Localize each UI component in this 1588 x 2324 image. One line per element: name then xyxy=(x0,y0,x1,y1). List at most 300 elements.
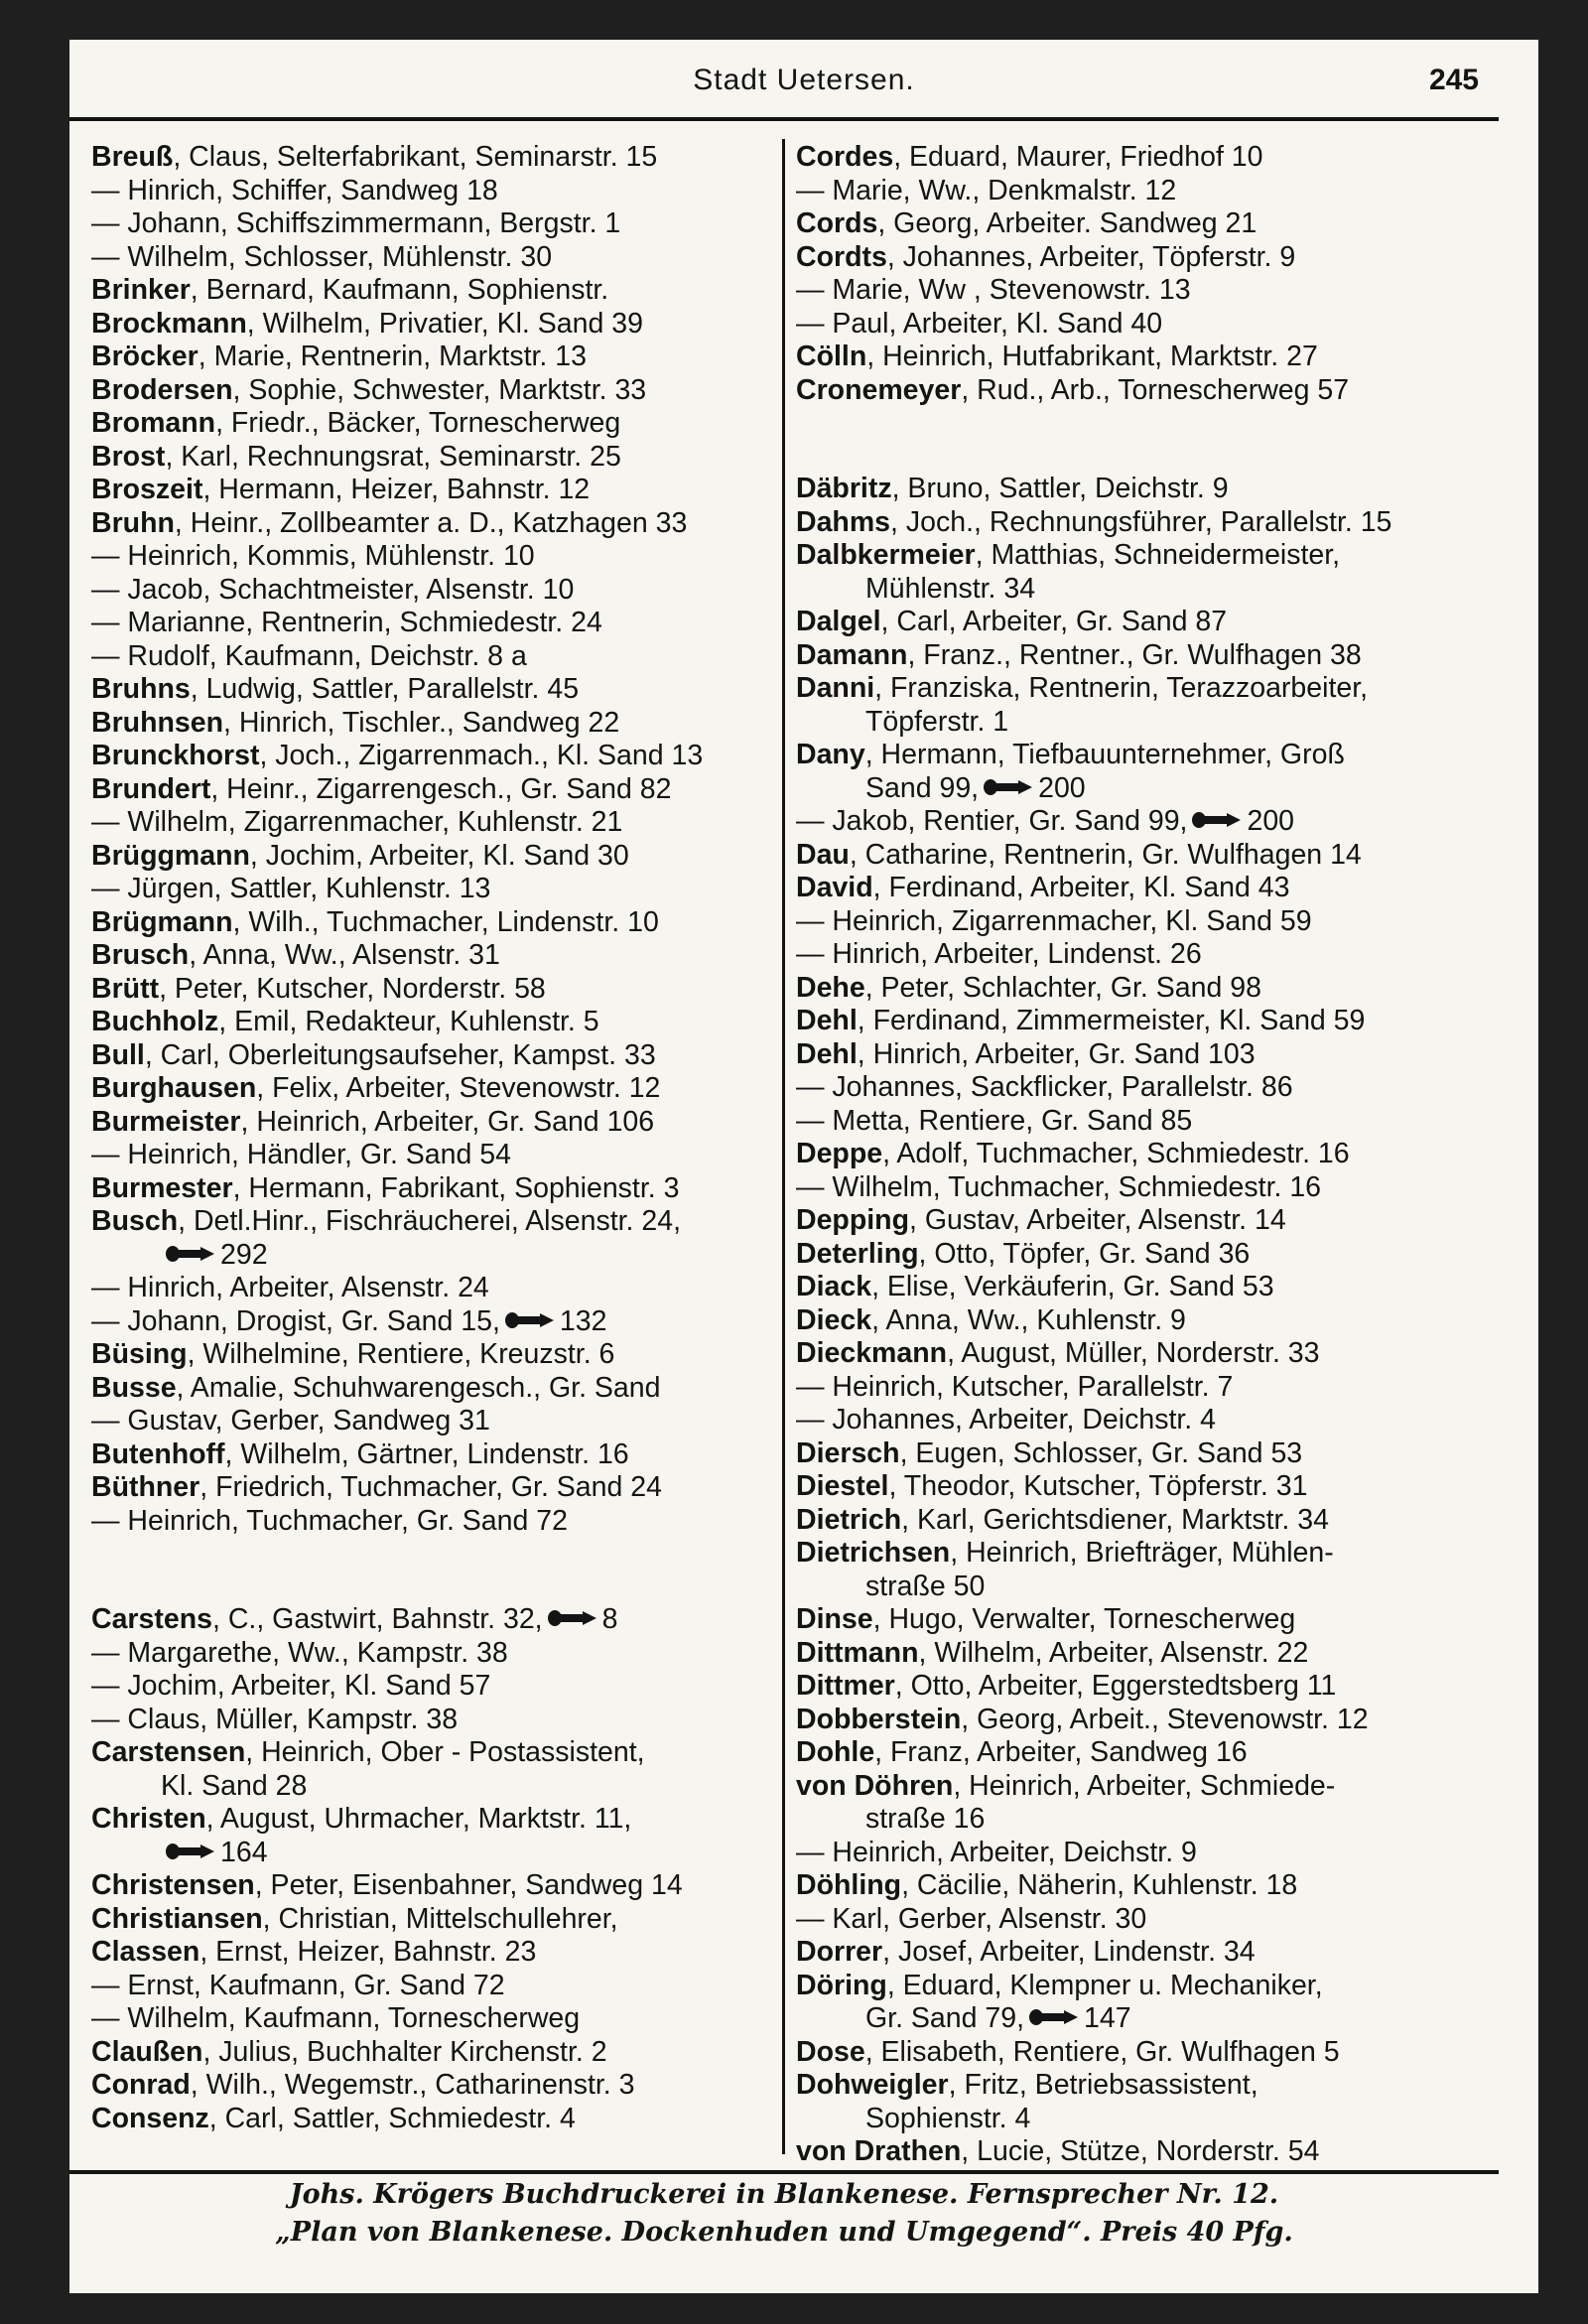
directory-entry xyxy=(796,1637,1481,1671)
directory-entry xyxy=(91,1006,776,1039)
entry-surname: Dany xyxy=(796,739,865,770)
directory-entry xyxy=(91,1305,776,1339)
directory-entry xyxy=(796,1171,1481,1205)
entry-details: — Jochim, Arbeiter, Kl. Sand 57 xyxy=(91,1670,491,1702)
telephone-handset-icon xyxy=(165,1843,216,1860)
entry-details: — Paul, Arbeiter, Kl. Sand 40 xyxy=(796,307,1163,340)
directory-entry xyxy=(91,407,776,441)
entry-surname: Busch xyxy=(91,1205,179,1237)
directory-entry xyxy=(796,308,1481,342)
directory-entry xyxy=(796,1105,1481,1139)
entry-surname: Busse xyxy=(91,1371,177,1404)
entry-details: , Peter, Schlachter, Gr. Sand 98 xyxy=(864,971,1261,1004)
entry-details: , Eugen, Schlosser, Gr. Sand 53 xyxy=(899,1436,1303,1469)
directory-entry xyxy=(91,507,776,541)
entry-details: , Heinr., Zigarrengesch., Gr. Sand 82 xyxy=(210,772,672,805)
entry-surname: Bruhn xyxy=(91,506,175,539)
entry-details: , C., Gastwirt, Bahnstr. 32, xyxy=(211,1603,543,1635)
entry-surname: Dorrer xyxy=(796,1936,883,1968)
entry-surname: Bruhnsen xyxy=(91,706,224,739)
directory-entry xyxy=(796,1571,1481,1604)
entry-surname: Brügmann xyxy=(91,905,233,938)
entry-surname: Bröcker xyxy=(91,341,198,372)
entry-surname: Buchholz xyxy=(91,1006,219,1037)
directory-entry xyxy=(796,141,1481,175)
entry-details: — Claus, Müller, Kampstr. 38 xyxy=(91,1703,459,1735)
directory-entry xyxy=(91,2069,776,2103)
entry-details: — Heinrich, Kommis, Mühlenstr. 10 xyxy=(91,540,535,572)
entry-details: Mühlenstr. 34 xyxy=(865,572,1036,605)
directory-entry xyxy=(796,1603,1481,1637)
entry-details: , Jochim, Arbeiter, Kl. Sand 30 xyxy=(249,839,629,872)
entry-details: Gr. Sand 79, xyxy=(865,2002,1025,2034)
page-number: 245 xyxy=(1428,64,1479,96)
entry-details: — Jakob, Rentier, Gr. Sand 99, xyxy=(796,805,1188,837)
entry-details: , Gustav, Arbeiter, Alsenstr. 14 xyxy=(909,1204,1286,1236)
directory-entry xyxy=(796,2069,1481,2103)
right-column xyxy=(796,141,1481,2169)
directory-entry xyxy=(796,2036,1481,2070)
directory-entry xyxy=(796,1670,1481,1704)
entry-surname: Damann xyxy=(796,638,908,671)
directory-entry xyxy=(91,574,776,608)
telephone-number: 8 xyxy=(601,1603,618,1635)
entry-surname: Cordts xyxy=(796,240,887,273)
directory-entry xyxy=(91,707,776,741)
page-title: Stadt Uetersen. xyxy=(693,64,915,96)
directory-entry xyxy=(796,972,1481,1006)
entry-surname: Deppe xyxy=(796,1138,883,1169)
directory-entry xyxy=(91,607,776,640)
directory-entry xyxy=(91,207,776,241)
entry-details: , Rud., Arb., Tornescherweg 57 xyxy=(961,373,1350,406)
column-divider xyxy=(782,139,785,2154)
entry-details: , Karl, Gerichtsdiener, Marktstr. 34 xyxy=(901,1503,1329,1536)
entry-details: Töpferstr. 1 xyxy=(865,705,1009,738)
entry-details: — Jürgen, Sattler, Kuhlenstr. 13 xyxy=(91,873,491,904)
directory-entry xyxy=(796,739,1481,772)
directory-entry xyxy=(796,1770,1481,1804)
entry-details: , Detl.Hinr., Fischräucherei, Alsenstr. 24, xyxy=(178,1205,681,1237)
entry-details: , Peter, Eisenbahner, Sandweg 14 xyxy=(254,1869,683,1901)
entry-details: , Joch., Zigarrenmach., Kl. Sand 13 xyxy=(259,740,704,771)
entry-details: — Wilhelm, Tuchmacher, Schmiedestr. 16 xyxy=(796,1170,1322,1203)
entry-surname: Cölln xyxy=(796,341,867,372)
directory-entry xyxy=(91,840,776,874)
entry-surname: Döring xyxy=(796,1969,887,2001)
entry-details: , Anna, Ww., Kuhlenstr. 9 xyxy=(871,1303,1186,1336)
entry-details: , Ferdinand, Zimmermeister, Kl. Sand 59 xyxy=(857,1005,1366,1036)
entry-details: , Peter, Kutscher, Norderstr. 58 xyxy=(159,972,546,1005)
entry-details: , Marie, Rentnerin, Marktstr. 13 xyxy=(198,341,587,372)
entry-details: — Johann, Schiffszimmermann, Bergstr. 1 xyxy=(91,207,621,239)
directory-entry xyxy=(796,1970,1481,2003)
directory-entry xyxy=(796,672,1481,706)
directory-entry xyxy=(91,1405,776,1438)
directory-entry xyxy=(91,241,776,275)
entry-surname: Claußen xyxy=(91,2035,203,2068)
entry-surname: Dose xyxy=(796,2035,865,2068)
directory-entry xyxy=(796,938,1481,972)
entry-surname: Diestel xyxy=(796,1470,889,1502)
directory-entry xyxy=(796,1704,1481,1737)
directory-entry xyxy=(91,1039,776,1073)
entry-details: , Bernard, Kaufmann, Sophienstr. xyxy=(190,274,609,306)
entry-surname: Dobberstein xyxy=(796,1703,962,1735)
entry-details: , Karl, Rechnungsrat, Seminarstr. 25 xyxy=(165,440,621,473)
telephone-number: 132 xyxy=(559,1304,607,1337)
entry-surname: Dehe xyxy=(796,971,865,1004)
entry-surname: Breuß xyxy=(91,141,174,173)
entry-details: — Wilhelm, Schlosser, Mühlenstr. 30 xyxy=(91,240,553,273)
entry-details: — Wilhelm, Zigarrenmacher, Kuhlenstr. 21 xyxy=(91,806,623,838)
telephone-handset-icon xyxy=(547,1609,598,1627)
entry-surname: Dietrich xyxy=(796,1503,902,1536)
entry-surname: Carstensen xyxy=(91,1736,246,1768)
telephone-handset-icon xyxy=(1028,2008,1080,2026)
directory-entry xyxy=(91,2103,776,2136)
entry-surname: Büthner xyxy=(91,1471,200,1503)
directory-entry xyxy=(91,141,776,175)
entry-surname: Christiansen xyxy=(91,1902,263,1935)
entry-details: — Heinrich, Händler, Gr. Sand 54 xyxy=(91,1139,511,1170)
directory-entry xyxy=(796,2103,1481,2136)
directory-entry xyxy=(91,1205,776,1239)
directory-entry xyxy=(91,1903,776,1937)
entry-details: 292 xyxy=(220,1238,268,1271)
telephone-number: 147 xyxy=(1084,2002,1131,2034)
directory-entry xyxy=(91,1471,776,1505)
directory-entry xyxy=(91,1770,776,1804)
directory-entry xyxy=(91,1239,776,1273)
left-column xyxy=(91,141,776,2135)
directory-entry xyxy=(91,1637,776,1671)
entry-details: , Christian, Mittelschullehrer, xyxy=(262,1902,618,1935)
directory-entry xyxy=(91,1803,776,1837)
entry-details: , Heinr., Zollbeamter a. D., Katzhagen 33 xyxy=(174,506,688,539)
entry-surname: Dohweigler xyxy=(796,2069,949,2101)
entry-details: straße 16 xyxy=(865,1803,986,1835)
entry-surname: Classen xyxy=(91,1936,200,1968)
entry-surname: David xyxy=(796,872,873,903)
entry-surname: Diack xyxy=(796,1271,872,1302)
directory-entry xyxy=(796,1869,1481,1903)
header-rule xyxy=(69,117,1499,121)
directory-entry xyxy=(91,1603,776,1637)
directory-entry xyxy=(796,1371,1481,1405)
directory-entry xyxy=(796,872,1481,905)
directory-entry xyxy=(91,1139,776,1172)
entry-details: — Marie, Ww., Denkmalstr. 12 xyxy=(796,174,1177,206)
entry-details: Sophienstr. 4 xyxy=(865,2102,1031,2134)
entry-surname: Dahms xyxy=(796,505,891,538)
entry-details: , Bruno, Sattler, Deichstr. 9 xyxy=(891,473,1229,504)
directory-entry xyxy=(796,506,1481,540)
entry-surname: Danni xyxy=(796,672,875,704)
entry-surname: Dohle xyxy=(796,1736,875,1768)
entry-surname: Cronemeyer xyxy=(796,373,962,406)
entry-details: , Eduard, Klempner u. Mechaniker, xyxy=(886,1969,1323,2001)
entry-details: , Matthias, Schneidermeister, xyxy=(975,539,1341,571)
entry-surname: Dittmann xyxy=(796,1636,919,1669)
entry-details: , Josef, Arbeiter, Lindenstr. 34 xyxy=(882,1936,1256,1968)
entry-details: straße 50 xyxy=(865,1570,986,1602)
entry-surname: Christen xyxy=(91,1803,206,1835)
entry-details: — Johannes, Sackflicker, Parallelstr. 86 xyxy=(796,1071,1293,1103)
entry-details: — Heinrich, Tuchmacher, Gr. Sand 72 xyxy=(91,1504,568,1537)
directory-entry xyxy=(91,773,776,807)
entry-details: — Marianne, Rentnerin, Schmiedestr. 24 xyxy=(91,607,602,638)
entry-details: — Hinrich, Arbeiter, Alsenstr. 24 xyxy=(91,1272,489,1303)
directory-entry xyxy=(91,640,776,674)
entry-details: , Hinrich, Arbeiter, Gr. Sand 103 xyxy=(857,1037,1256,1070)
directory-entry xyxy=(91,374,776,408)
entry-details: , Elisabeth, Rentiere, Gr. Wulfhagen 5 xyxy=(864,2035,1340,2068)
entry-surname: Dinse xyxy=(796,1603,873,1635)
entry-surname: Broszeit xyxy=(91,474,203,505)
entry-details: , Sophie, Schwester, Marktstr. 33 xyxy=(232,373,647,406)
footer-line-2: „Plan von Blankenese. Dockenhuden und Umgegend“. Preis 40 Pfg. xyxy=(275,2217,1293,2248)
directory-entry xyxy=(796,606,1481,639)
directory-entry xyxy=(91,308,776,342)
directory-entry xyxy=(91,740,776,773)
entry-details: , Hermann, Fabrikant, Sophienstr. 3 xyxy=(232,1171,680,1204)
entry-surname: Dietrichsen xyxy=(796,1537,951,1569)
entry-surname: Dalbkermeier xyxy=(796,539,976,571)
entry-details: , Hugo, Verwalter, Tornescherweg xyxy=(872,1603,1296,1635)
directory-entry xyxy=(796,1005,1481,1038)
entry-details: , Franziska, Rentnerin, Terazzoarbeiter, xyxy=(874,672,1369,704)
entry-details: — Jacob, Schachtmeister, Alsenstr. 10 xyxy=(91,573,575,606)
entry-details: , Heinrich, Arbeiter, Schmiede- xyxy=(953,1769,1336,1802)
directory-entry xyxy=(91,1438,776,1472)
directory-entry xyxy=(91,1936,776,1970)
telephone-handset-icon xyxy=(504,1311,556,1329)
footer-rule xyxy=(69,2170,1499,2174)
directory-entry xyxy=(91,1272,776,1305)
page-header xyxy=(69,64,1538,113)
directory-entry xyxy=(796,1504,1481,1538)
directory-entry xyxy=(796,1071,1481,1105)
entry-details: — Heinrich, Kutscher, Parallelstr. 7 xyxy=(796,1370,1234,1403)
entry-surname: Brütt xyxy=(91,972,160,1005)
entry-surname: Diersch xyxy=(796,1436,900,1469)
directory-entry xyxy=(91,2036,776,2070)
entry-details: , Heinrich, Arbeiter, Gr. Sand 106 xyxy=(240,1105,655,1138)
entry-surname: Carstens xyxy=(91,1603,212,1635)
entry-details: , Wilhelm, Privatier, Kl. Sand 39 xyxy=(246,307,643,340)
entry-surname: Burmeister xyxy=(91,1105,241,1138)
entry-surname: Dieckmann xyxy=(796,1337,948,1369)
directory-entry xyxy=(796,905,1481,939)
entry-details: , Franz, Arbeiter, Sandweg 16 xyxy=(874,1736,1248,1768)
entry-details: , Ludwig, Sattler, Parallelstr. 45 xyxy=(190,673,580,705)
entry-details: , Otto, Töpfer, Gr. Sand 36 xyxy=(918,1237,1251,1270)
entry-details: , Friedrich, Tuchmacher, Gr. Sand 24 xyxy=(199,1471,662,1503)
directory-entry xyxy=(796,473,1481,506)
directory-entry xyxy=(796,573,1481,607)
directory-entry xyxy=(91,1172,776,1206)
directory-entry xyxy=(91,1670,776,1704)
entry-details: , Julius, Buchhalter Kirchenstr. 2 xyxy=(202,2035,607,2068)
entry-surname: Brodersen xyxy=(91,373,233,406)
entry-surname: Dehl xyxy=(796,1005,858,1036)
entry-surname: Döhling xyxy=(796,1869,902,1901)
entry-surname: Dau xyxy=(796,838,850,871)
entry-surname: Butenhoff xyxy=(91,1437,225,1470)
directory-entry xyxy=(796,839,1481,873)
entry-details: , Joch., Rechnungsführer, Parallelstr. 15 xyxy=(890,505,1392,538)
entry-details: , Anna, Ww., Alsenstr. 31 xyxy=(189,939,500,971)
entry-details: , Ernst, Heizer, Bahnstr. 23 xyxy=(199,1936,537,1968)
entry-surname: Dieck xyxy=(796,1303,872,1336)
entry-details: — Heinrich, Zigarrenmacher, Kl. Sand 59 xyxy=(796,904,1312,937)
entry-surname: Christensen xyxy=(91,1869,255,1901)
entry-surname: Dehl xyxy=(796,1037,858,1070)
entry-details: , Johannes, Arbeiter, Töpferstr. 9 xyxy=(886,240,1296,273)
entry-details: , Hermann, Tiefbauunternehmer, Groß xyxy=(864,739,1345,770)
entry-surname: Brüggmann xyxy=(91,839,250,872)
entry-surname: Büsing xyxy=(91,1338,188,1370)
directory-entry xyxy=(796,2002,1481,2036)
entry-details: — Gustav, Gerber, Sandweg 31 xyxy=(91,1405,490,1436)
entry-surname: Brinker xyxy=(91,274,191,306)
entry-details: , Hermann, Heizer, Bahnstr. 12 xyxy=(202,474,591,505)
entry-details: — Metta, Rentiere, Gr. Sand 85 xyxy=(796,1104,1193,1137)
directory-entry xyxy=(91,906,776,940)
directory-entry xyxy=(796,1204,1481,1238)
entry-details: , Carl, Arbeiter, Gr. Sand 87 xyxy=(880,606,1228,637)
directory-entry xyxy=(796,706,1481,740)
entry-details: , Theodor, Kutscher, Töpferstr. 31 xyxy=(888,1470,1308,1502)
directory-entry xyxy=(91,1970,776,2003)
entry-details: , Wilhelmine, Rentiere, Kreuzstr. 6 xyxy=(187,1338,615,1370)
directory-entry xyxy=(796,1304,1481,1338)
directory-entry xyxy=(796,1803,1481,1837)
directory-entry xyxy=(796,539,1481,573)
entry-surname: Deterling xyxy=(796,1237,919,1270)
directory-entry xyxy=(91,1837,776,1870)
telephone-number: 200 xyxy=(1247,805,1295,837)
entry-details: , Otto, Arbeiter, Eggerstedtsberg 11 xyxy=(894,1670,1337,1702)
entry-details: , Claus, Selterfabrikant, Seminarstr. 15 xyxy=(173,141,658,173)
entry-details: , Heinrich, Briefträger, Mühlen- xyxy=(950,1537,1334,1569)
printer-footer xyxy=(69,2176,1499,2252)
entry-details: , Wilh., Tuchmacher, Lindenstr. 10 xyxy=(232,905,659,938)
directory-page xyxy=(69,40,1538,2293)
entry-surname: Bull xyxy=(91,1038,145,1071)
entry-details: , Carl, Sattler, Schmiedestr. 4 xyxy=(208,2102,576,2134)
entry-details: , Eduard, Maurer, Friedhof 10 xyxy=(893,141,1263,173)
entry-surname: Däbritz xyxy=(796,473,892,504)
entry-details: , Heinrich, Ober - Postassistent, xyxy=(245,1736,645,1768)
telephone-number: 200 xyxy=(1038,771,1086,804)
entry-details: — Johann, Drogist, Gr. Sand 15, xyxy=(91,1304,500,1337)
entry-details: , Elise, Verkäuferin, Gr. Sand 53 xyxy=(871,1271,1274,1302)
entry-details: , Catharine, Rentnerin, Gr. Wulfhagen 14 xyxy=(849,838,1362,871)
directory-entry xyxy=(91,673,776,707)
entry-surname: Brost xyxy=(91,440,166,473)
entry-details: , Wilhelm, Gärtner, Lindenstr. 16 xyxy=(224,1437,629,1470)
entry-details: , Lucie, Stütze, Norderstr. 54 xyxy=(961,2135,1320,2167)
directory-entry xyxy=(796,772,1481,806)
telephone-handset-icon xyxy=(983,778,1034,796)
directory-entry xyxy=(796,1936,1481,1970)
entry-details: 164 xyxy=(220,1836,268,1868)
directory-entry xyxy=(796,274,1481,308)
entry-details: , Wilhelm, Arbeiter, Alsenstr. 22 xyxy=(918,1636,1309,1669)
entry-surname: Depping xyxy=(796,1204,909,1236)
entry-details: , Felix, Arbeiter, Stevenowstr. 12 xyxy=(256,1072,661,1104)
entry-details: , Carl, Oberleitungsaufseher, Kampst. 33 xyxy=(144,1038,656,1071)
entry-details: — Rudolf, Kaufmann, Deichstr. 8 a xyxy=(91,639,527,672)
entry-details: , Fritz, Betriebsassistent, xyxy=(948,2069,1258,2101)
entry-surname: Brusch xyxy=(91,939,190,971)
directory-entry xyxy=(796,374,1481,408)
entry-details: — Hinrich, Arbeiter, Lindenst. 26 xyxy=(796,938,1202,970)
entry-details: , Franz., Rentner., Gr. Wulfhagen 38 xyxy=(907,638,1362,671)
directory-entry xyxy=(91,1338,776,1372)
directory-entry xyxy=(91,1505,776,1539)
directory-entry xyxy=(796,1537,1481,1571)
entry-details: , Adolf, Tuchmacher, Schmiedestr. 16 xyxy=(882,1138,1350,1169)
directory-entry xyxy=(91,2002,776,2036)
directory-entry xyxy=(91,1372,776,1406)
directory-entry xyxy=(91,1072,776,1106)
directory-entry xyxy=(796,1138,1481,1171)
directory-entry xyxy=(91,175,776,208)
entry-details: — Marie, Ww , Stevenowstr. 13 xyxy=(796,274,1191,306)
directory-entry xyxy=(796,1404,1481,1437)
directory-entry xyxy=(796,341,1481,374)
entry-details: , Ferdinand, Arbeiter, Kl. Sand 43 xyxy=(872,872,1290,903)
entry-surname: Consenz xyxy=(91,2102,209,2134)
entry-surname: Cords xyxy=(796,207,878,239)
entry-surname: Conrad xyxy=(91,2069,191,2101)
entry-details: , Amalie, Schuhwarengesch., Gr. Sand xyxy=(176,1371,661,1404)
directory-entry xyxy=(796,1470,1481,1504)
entry-surname: Brunckhorst xyxy=(91,740,260,771)
entry-surname: Bromann xyxy=(91,407,216,439)
footer-line-1: Johs. Krögers Buchdruckerei in Blankenese. Fernsprecher Nr. 12. xyxy=(289,2179,1279,2210)
directory-entry xyxy=(91,1106,776,1140)
entry-surname: Burmester xyxy=(91,1171,233,1204)
directory-entry xyxy=(91,274,776,308)
telephone-handset-icon xyxy=(165,1245,216,1263)
directory-entry xyxy=(796,175,1481,208)
directory-entry xyxy=(91,441,776,475)
directory-entry xyxy=(796,2135,1481,2169)
entry-details: , Heinrich, Hutfabrikant, Marktstr. 27 xyxy=(866,341,1318,372)
directory-entry xyxy=(91,341,776,374)
entry-surname: von Döhren xyxy=(796,1769,954,1802)
entry-details: , Georg, Arbeiter. Sandweg 21 xyxy=(877,207,1257,239)
entry-details: , August, Uhrmacher, Marktstr. 11, xyxy=(205,1803,632,1835)
directory-entry xyxy=(796,1903,1481,1937)
directory-entry xyxy=(796,241,1481,275)
entry-details: — Johannes, Arbeiter, Deichstr. 4 xyxy=(796,1404,1216,1435)
entry-details: , Friedr., Bäcker, Tornescherweg xyxy=(215,407,621,439)
entry-details: — Heinrich, Arbeiter, Deichstr. 9 xyxy=(796,1836,1197,1868)
entry-surname: Cordes xyxy=(796,141,894,173)
directory-entry xyxy=(796,1337,1481,1371)
entry-details: , Hinrich, Tischler., Sandweg 22 xyxy=(223,706,620,739)
entry-details: — Wilhelm, Kaufmann, Tornescherweg xyxy=(91,2002,581,2034)
directory-entry xyxy=(91,1736,776,1770)
directory-entry xyxy=(796,1736,1481,1770)
entry-surname: Burghausen xyxy=(91,1072,257,1104)
entry-surname: von Drathen xyxy=(796,2135,962,2167)
